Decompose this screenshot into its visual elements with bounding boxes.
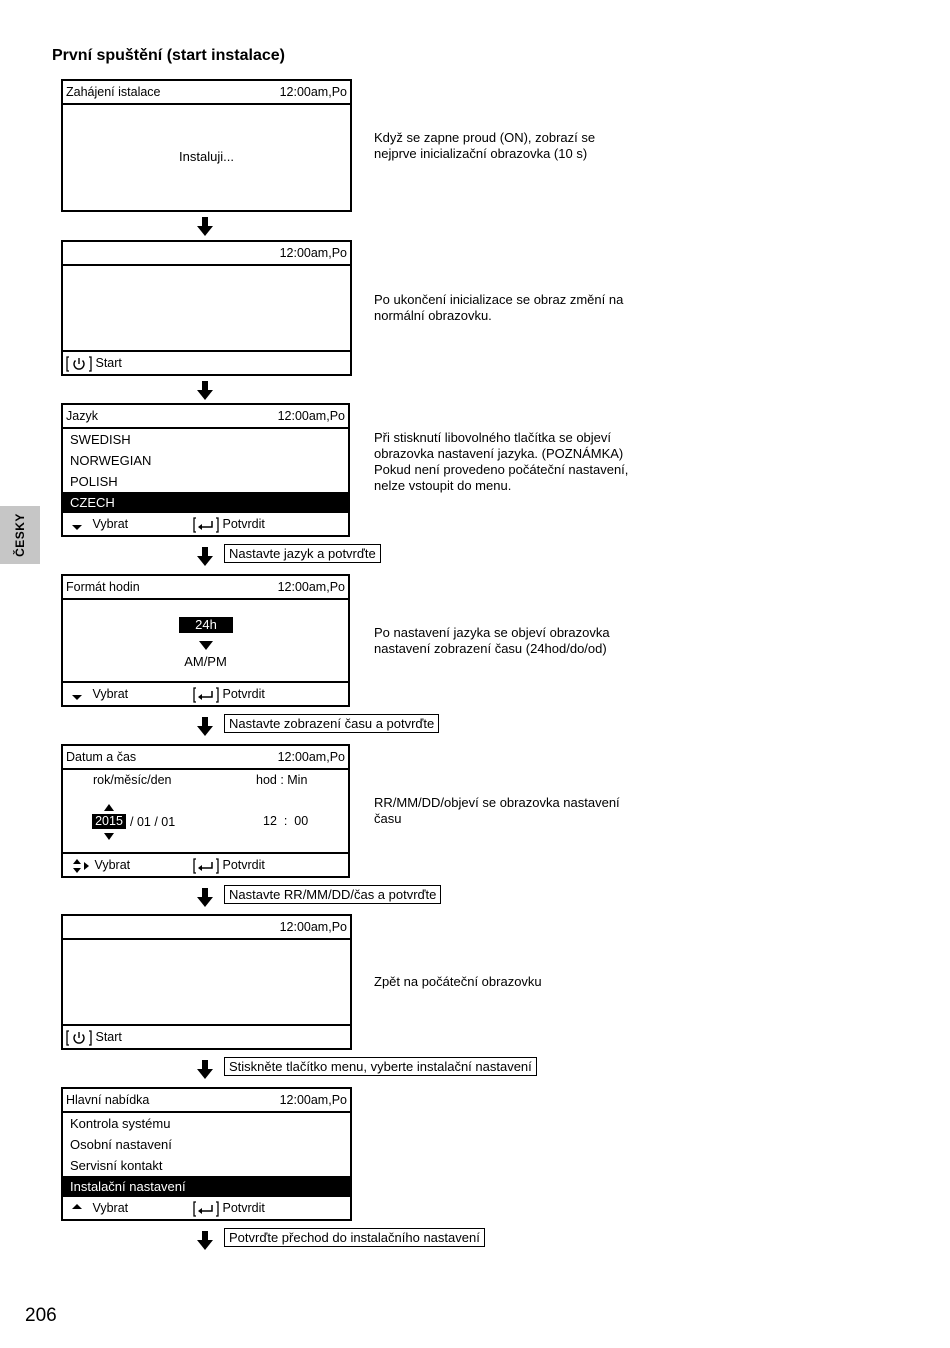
language-option[interactable]: SWEDISH [70, 432, 131, 447]
screen-main-menu [61, 1087, 352, 1221]
screen-date-time [61, 744, 350, 878]
screen-clock-format [61, 574, 350, 707]
screen-header [63, 746, 348, 770]
menu-item[interactable]: Servisní kontakt [70, 1158, 163, 1173]
time-value[interactable]: 12 : 00 [263, 814, 309, 828]
screen-clock: 12:00am,Po [279, 1093, 347, 1107]
step4-callout: Nastavte zobrazení času a potvrďte [224, 714, 439, 733]
step1-description: Když se zapne proud (ON), zobrazí se nejprve inicializační obrazovka (10 s) [374, 130, 596, 161]
select-hint [71, 854, 130, 876]
down-arrow-icon [197, 1231, 213, 1251]
enter-icon [193, 1201, 219, 1217]
menu-item[interactable]: Osobní nastavení [70, 1137, 172, 1152]
installing-message: Instaluji... [179, 149, 234, 164]
select-label: Vybrat [92, 1201, 129, 1215]
language-option-selected[interactable]: CZECH [63, 492, 348, 513]
confirm-hint [193, 683, 265, 705]
start-label: Start [95, 1030, 122, 1044]
down-arrow-icon [197, 381, 213, 401]
screen-title: Jazyk [66, 409, 98, 423]
screen-initial [61, 914, 352, 1050]
language-option[interactable]: POLISH [70, 474, 118, 489]
confirm-hint [193, 1197, 265, 1219]
down-arrow-icon [197, 217, 213, 237]
side-tab-label: ČESKY [13, 513, 27, 557]
up-triangle-icon [71, 1204, 83, 1214]
screen-title: Zahájení istalace [66, 85, 161, 99]
start-hint [66, 352, 122, 374]
confirm-label: Potvrdit [222, 687, 265, 701]
screen-installation-start [61, 79, 352, 212]
screen-header [63, 81, 350, 105]
start-label: Start [95, 356, 122, 370]
select-label: Vybrat [92, 517, 129, 531]
menu-item-selected[interactable]: Instalační nastavení [63, 1176, 350, 1197]
format-24h-option[interactable]: 24h [179, 617, 233, 633]
screen-header [63, 576, 348, 600]
step5-description: RR/MM/DD/objeví se obrazovka nastavení času [374, 795, 620, 826]
down-arrow-icon [197, 888, 213, 908]
down-triangle-icon [71, 690, 83, 700]
power-icon [66, 1030, 92, 1046]
screen-footer [63, 511, 348, 535]
step4-description: Po nastavení jazyka se objeví obrazovka nastavení zobrazení času (24hod/do/od) [374, 625, 610, 656]
language-side-tab [0, 506, 40, 564]
confirm-label: Potvrdit [222, 1201, 265, 1215]
enter-icon [193, 687, 219, 703]
down-triangle-icon [199, 641, 213, 650]
screen-header [63, 916, 350, 940]
screen-clock: 12:00am,Po [279, 85, 347, 99]
screen-footer [63, 350, 350, 374]
screen-clock: 12:00am,Po [277, 750, 345, 764]
screen-title: Formát hodin [66, 580, 140, 594]
screen-footer [63, 852, 348, 876]
step2-description: Po ukončení inicializace se obraz změní na normální obrazovku. [374, 292, 624, 323]
screen-language [61, 403, 350, 537]
select-hint [71, 683, 128, 705]
confirm-label: Potvrdit [222, 858, 265, 872]
select-label: Vybrat [94, 858, 131, 872]
step6-description: Zpět na počáteční obrazovku [374, 974, 542, 989]
screen-clock: 12:00am,Po [279, 920, 347, 934]
page-number: 206 [25, 1305, 57, 1326]
step6-callout: Stiskněte tlačítko menu, vyberte instalační nastavení [224, 1057, 537, 1076]
down-arrow-icon [197, 547, 213, 567]
confirm-hint [193, 513, 265, 535]
step5-callout: Nastavte RR/MM/DD/čas a potvrďte [224, 885, 441, 904]
screen-normal [61, 240, 352, 376]
screen-clock: 12:00am,Po [277, 580, 345, 594]
step7-callout: Potvrďte přechod do instalačního nastavení [224, 1228, 485, 1247]
power-icon [66, 356, 92, 372]
step3-callout: Nastavte jazyk a potvrďte [224, 544, 381, 563]
down-arrow-icon [197, 717, 213, 737]
confirm-label: Potvrdit [222, 517, 265, 531]
four-way-arrow-icon [71, 858, 91, 874]
time-label: hod : Min [256, 773, 308, 787]
down-triangle-icon [71, 520, 83, 530]
menu-item[interactable]: Kontrola systému [70, 1116, 171, 1131]
screen-header [63, 1089, 350, 1113]
down-arrow-icon [197, 1060, 213, 1080]
select-hint [71, 1197, 128, 1219]
confirm-hint [193, 854, 265, 876]
step3-description: Při stisknutí libovolného tlačítka se objeví obrazovka nastavení jazyka. (POZNÁMKA) Pokud není provedeno počáteční nastavení, nelze vstoupit do menu. [374, 430, 629, 493]
month-day-value: / 01 / 01 [130, 815, 176, 829]
language-option[interactable]: NORWEGIAN [70, 453, 152, 468]
enter-icon [193, 517, 219, 533]
select-hint [71, 513, 128, 535]
screen-title: Hlavní nabídka [66, 1093, 150, 1107]
screen-clock: 12:00am,Po [279, 246, 347, 260]
page-heading: První spuštění (start instalace) [52, 47, 285, 64]
down-triangle-icon[interactable] [104, 833, 114, 840]
screen-footer [63, 1024, 350, 1048]
start-hint [66, 1026, 122, 1048]
up-triangle-icon[interactable] [104, 804, 114, 811]
screen-footer [63, 681, 348, 705]
screen-title: Datum a čas [66, 750, 137, 764]
screen-header [63, 242, 350, 266]
year-field[interactable]: 2015 [92, 814, 126, 829]
screen-clock: 12:00am,Po [277, 409, 345, 423]
select-label: Vybrat [92, 687, 129, 701]
date-label: rok/měsíc/den [93, 773, 172, 787]
enter-icon [193, 858, 219, 874]
screen-footer [63, 1195, 350, 1219]
format-ampm-option[interactable]: AM/PM [184, 654, 227, 669]
screen-header [63, 405, 348, 429]
